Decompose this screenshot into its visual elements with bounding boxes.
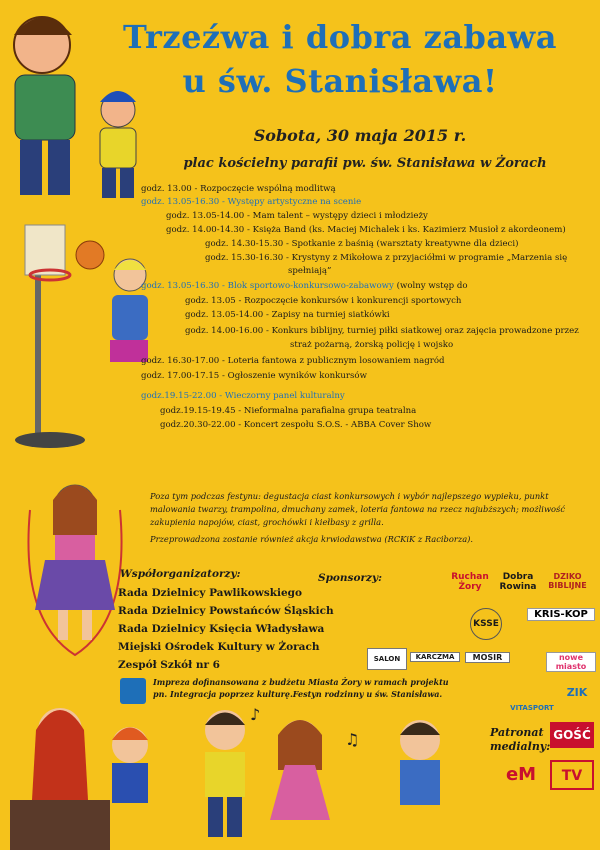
media-patronage-title: Patronat medialny: <box>490 726 551 753</box>
program-item: godz. 17.00-17.15 - Ogłoszenie wyników konkursów <box>141 371 367 381</box>
svg-text:♫: ♫ <box>345 730 360 749</box>
sponsor-logo: ZIK <box>566 686 588 699</box>
media-logo-gosc: GOŚĆ <box>550 722 594 748</box>
sponsor-logo: nowe miasto <box>546 652 596 672</box>
sponsor-logo: MOSIR <box>465 652 510 663</box>
city-coat-of-arms-icon <box>120 678 146 704</box>
event-place: plac kościelny parafii pw. św. Stanisława w Żorach <box>183 156 547 171</box>
coorganizer-item: Rada Dzielnicy Powstańców Śląskich <box>118 605 334 617</box>
media-logo-em: eM <box>505 764 537 785</box>
coorganizer-item: Rada Dzielnicy Księcia Władysława <box>118 623 325 635</box>
main-title-line1: Trzeźwa i dobra zabawa <box>123 18 557 56</box>
sponsor-logo: KARCZMA <box>410 652 460 662</box>
program-item: godz.19.15-19.45 - Nieformalna parafialna grupa teatralna <box>160 406 417 416</box>
coorganizers-title: Współorganizatorzy: <box>120 568 241 580</box>
program-item: godz. 14.30-15.30 - Spotkanie z baśnią (warsztaty kreatywne dla dzieci) <box>205 239 519 249</box>
sponsor-logo: Dobra Rowina <box>499 572 537 592</box>
extra-info-paragraph: Poza tym podczas festynu: degustacja ciast konkursowych i wybór najlepszego wypieku, punkt malowania twarzy, trampolina, dmuchany zamek, loteria fantowa na rzecz najubższych; możliwość zakupienia napojów, ciast, grochówki i kiełbasy z grilla. <box>150 491 565 527</box>
extra-info <box>150 490 570 546</box>
media-logo-tv: TV <box>550 760 594 790</box>
program-block-heading: godz. 13.05-16.30 - Występy artystyczne na scenie <box>141 197 362 207</box>
program-item: godz. 15.30-16.30 - Krystyny z Mikołowa z przyjaciółmi w programie „Marzenia się <box>205 253 568 263</box>
program-item-continuation: straż pożarną, żorską policję i wojsko <box>290 340 454 350</box>
sponsor-logo: VITASPORT <box>510 704 554 712</box>
program-block-heading: godz. 13.05-16.30 - Blok sportowo-konkursowo-zabawowy (wolny wstęp do <box>141 281 468 291</box>
coorganizer-item: Rada Dzielnicy Pawlikowskiego <box>118 587 303 599</box>
program-block-heading: godz.19.15-22.00 - Wieczorny panel kulturalny <box>141 391 345 401</box>
program-item: godz. 13.05-14.00 - Zapisy na turniej siatkówki <box>185 310 390 320</box>
program-item: godz. 14.00-14.30 - Księża Band (ks. Maciej Michalek i ks. Kazimierz Musioł z akordeonem) <box>166 225 566 235</box>
program-item: godz. 14.00-16.00 - Konkurs biblijny, turniej piłki siatkowej oraz zajęcia prowadzone przez <box>185 326 579 336</box>
coorganizer-item: Zespół Szkół nr 6 <box>118 659 220 671</box>
sponsor-logo: KRIS-KOP <box>527 608 595 621</box>
children-dancing-illustration <box>0 690 470 850</box>
sponsors-title: Sponsorzy: <box>318 572 382 584</box>
funding-note: Impreza dofinansowana z budżetu Miasta Żory w ramach projektu pn. Integracja poprzez kulturę.Festyn rodzinny u św. Stanisława. <box>153 677 449 699</box>
svg-text:♪: ♪ <box>250 705 261 724</box>
program-item-continuation: spełniają” <box>288 266 332 276</box>
event-date: Sobota, 30 maja 2015 r. <box>253 126 467 145</box>
program-item: godz. 13.05 - Rozpoczęcie konkursów i konkurencji sportowych <box>185 296 462 306</box>
program-item: godz. 13.05-14.00 - Mam talent – występy dzieci i młodzieży <box>166 211 428 221</box>
coorganizer-item: Miejski Ośrodek Kultury w Żorach <box>118 641 320 653</box>
program-item: godz.20.30-22.00 - Koncert zespołu S.O.S. - ABBA Cover Show <box>160 420 432 430</box>
sponsor-logo: Ruchan Żory <box>451 572 489 592</box>
sponsor-logo: KSSE <box>470 608 502 640</box>
extra-info-paragraph: Przeprowadzona zostanie również akcja krwiodawstwa (RCKiK z Raciborza). <box>150 534 474 544</box>
program-item: godz. 13.00 - Rozpoczęcie wspólną modlitwą <box>141 184 336 194</box>
program-item: godz. 16.30-17.00 - Loteria fantowa z publicznym losowaniem nagród <box>141 356 445 366</box>
main-title-line2: u św. Stanisława! <box>182 62 498 100</box>
sponsor-logo: DZIKO BIBLIJNE <box>548 572 587 590</box>
sponsor-logo: SALON <box>367 648 407 670</box>
basketball-girl-illustration <box>10 215 160 455</box>
